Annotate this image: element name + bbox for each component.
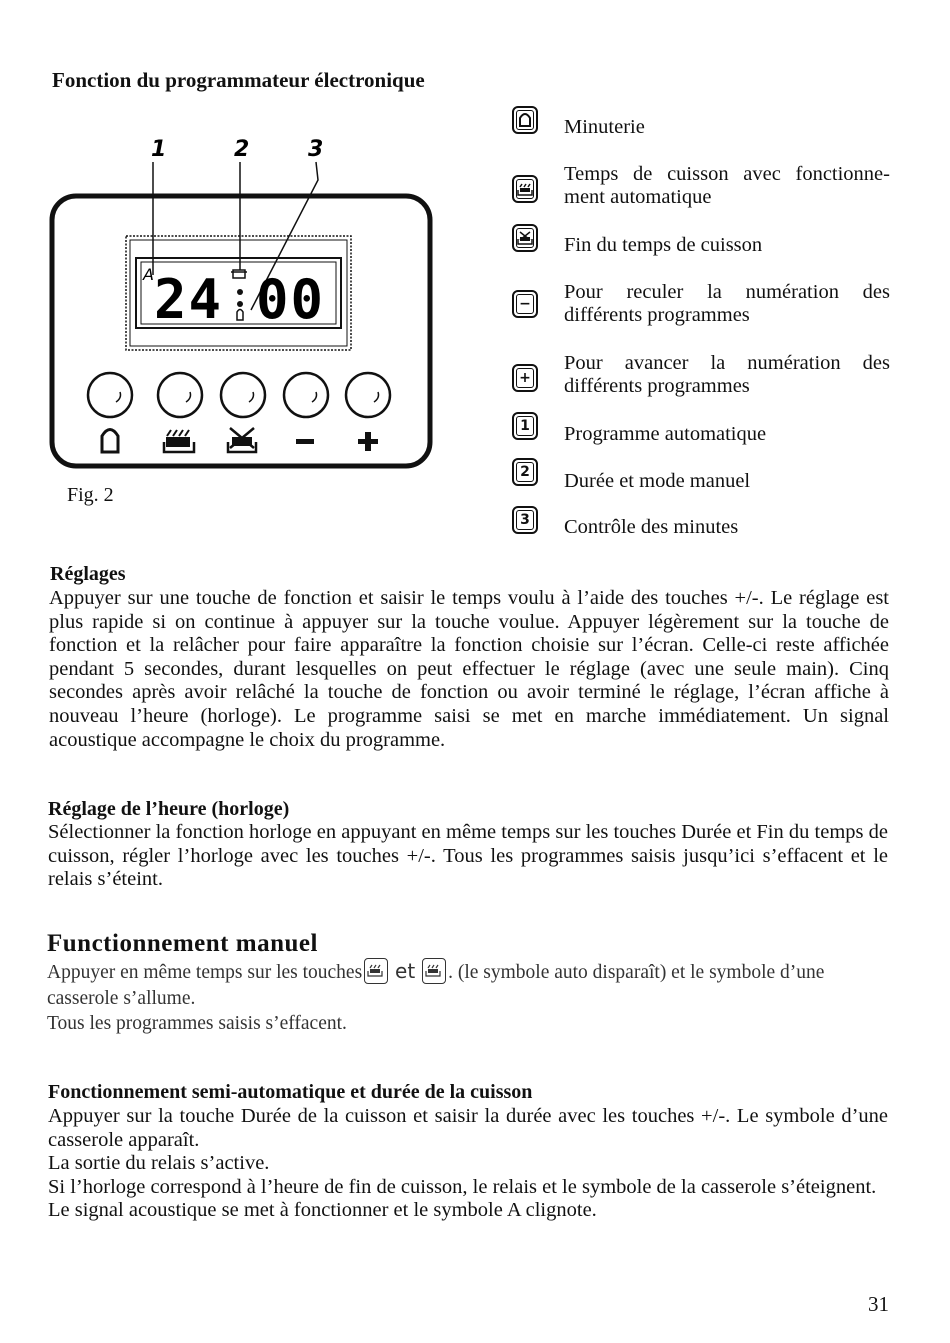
section-heading-manuel: Functionnement manuel (47, 930, 318, 957)
semi-line-1: Appuyer sur la touche Durée de la cuisson et saisir la durée avec les touches +/-. Le symbole d’une casserole apparaît. (48, 1105, 888, 1151)
section-text-manuel (47, 958, 892, 1012)
legend-text-reculer: Pour reculer la numération des différents programmes (564, 281, 890, 326)
page-title: Fonction du programmateur électronique (52, 68, 425, 92)
one-icon: 1 (512, 412, 538, 440)
pot-auto-icon (364, 958, 388, 984)
display-indicator-a: A (143, 265, 154, 284)
legend-text-temps-cuisson: Temps de cuisson avec fonctionne-ment automatique (564, 163, 890, 208)
page-number: 31 (868, 1292, 889, 1316)
minus-icon: − (512, 290, 538, 318)
knob-row (88, 373, 390, 417)
manuel-text-a: Appuyer en même temps sur les touches (47, 962, 363, 983)
section-heading-heure: Réglage de l’heure (horloge) (48, 798, 290, 820)
pot-auto-icon (422, 958, 446, 984)
pot-end-icon (512, 224, 538, 252)
section-heading-reglages: Réglages (50, 563, 126, 585)
minus-icon (296, 439, 314, 444)
figure-caption: Fig. 2 (67, 484, 114, 506)
pot-auto-icon (164, 430, 194, 452)
legend-text-programme-auto: Programme automatique (564, 423, 767, 445)
callout-3: 3 (308, 137, 324, 162)
pot-auto-icon (512, 175, 538, 203)
section-text-reglages: Appuyer sur une touche de fonction et saisir le temps voulu à l’aide des touches +/-. Le réglage est plus rapide si on continue à appuyer sur la touche voulue. Appuyer légèrement sur la touche de fonction et la relâcher pour faire apparaître la fonction choisie sur l’écran. Celle-ci reste affichée pendant 5 secondes, durant lesquelles on peut effectuer le réglage (avec une seule main). Cinq secondes après avoir relâché la touche de fonction ou avoir terminé le réglage, l’écran affiche à nouveau l’heure (horloge). Le programme saisi se met en marche immédiatement. Un signal acoustique accompagne le choix du programme. (49, 587, 889, 751)
legend-text-minuterie: Minuterie (564, 116, 645, 138)
legend-text-avancer: Pour avancer la numération des différents programmes (564, 352, 890, 397)
section-text-semi (48, 1105, 888, 1223)
semi-line-2: La sortie du relais s’active. (48, 1152, 270, 1175)
manuel-text-b: . (le symbole auto disparaît) et le symbole d’une casserole s’allume. (47, 962, 825, 1009)
timer-panel-figure (46, 130, 436, 475)
display-hours: 24 (154, 268, 224, 331)
bell-icon (102, 430, 118, 453)
section-text-heure: Sélectionner la fonction horloge en appuyant en même temps sur les touches Durée et Fin du temps de cuisson, régler l’horloge avec les touches +/-. Tous les programmes saisis jusqu’ici s’effacent et le relais s’éteint. (48, 821, 888, 891)
pot-end-icon (228, 428, 256, 452)
bell-icon (512, 106, 538, 134)
semi-line-4: Le signal acoustique se met à fonctionner et le symbole A clignote. (48, 1199, 597, 1222)
legend-text-fin-cuisson: Fin du temps de cuisson (564, 234, 763, 256)
display-pot-icon (231, 270, 247, 278)
section-heading-semi: Fonctionnement semi-automatique et durée de la cuisson (48, 1081, 533, 1103)
two-icon: 2 (512, 458, 538, 486)
manuel-text-et: et (395, 959, 416, 983)
display-bell-icon (237, 310, 243, 321)
three-icon: 3 (512, 506, 538, 534)
display-minutes: 00 (256, 268, 326, 331)
plus-icon: + (512, 364, 538, 392)
callout-2: 2 (234, 137, 250, 162)
legend-text-duree: Durée et mode manuel (564, 470, 751, 492)
legend-text-controle: Contrôle des minutes (564, 516, 739, 538)
plus-icon (358, 432, 378, 451)
semi-line-3: Si l’horloge correspond à l’heure de fin de cuisson, le relais et le symbole de la casserole s’éteignent. (48, 1175, 877, 1198)
section-text-manuel-2: Tous les programmes saisis s’effacent. (47, 1013, 347, 1034)
callout-1: 1 (151, 137, 167, 162)
